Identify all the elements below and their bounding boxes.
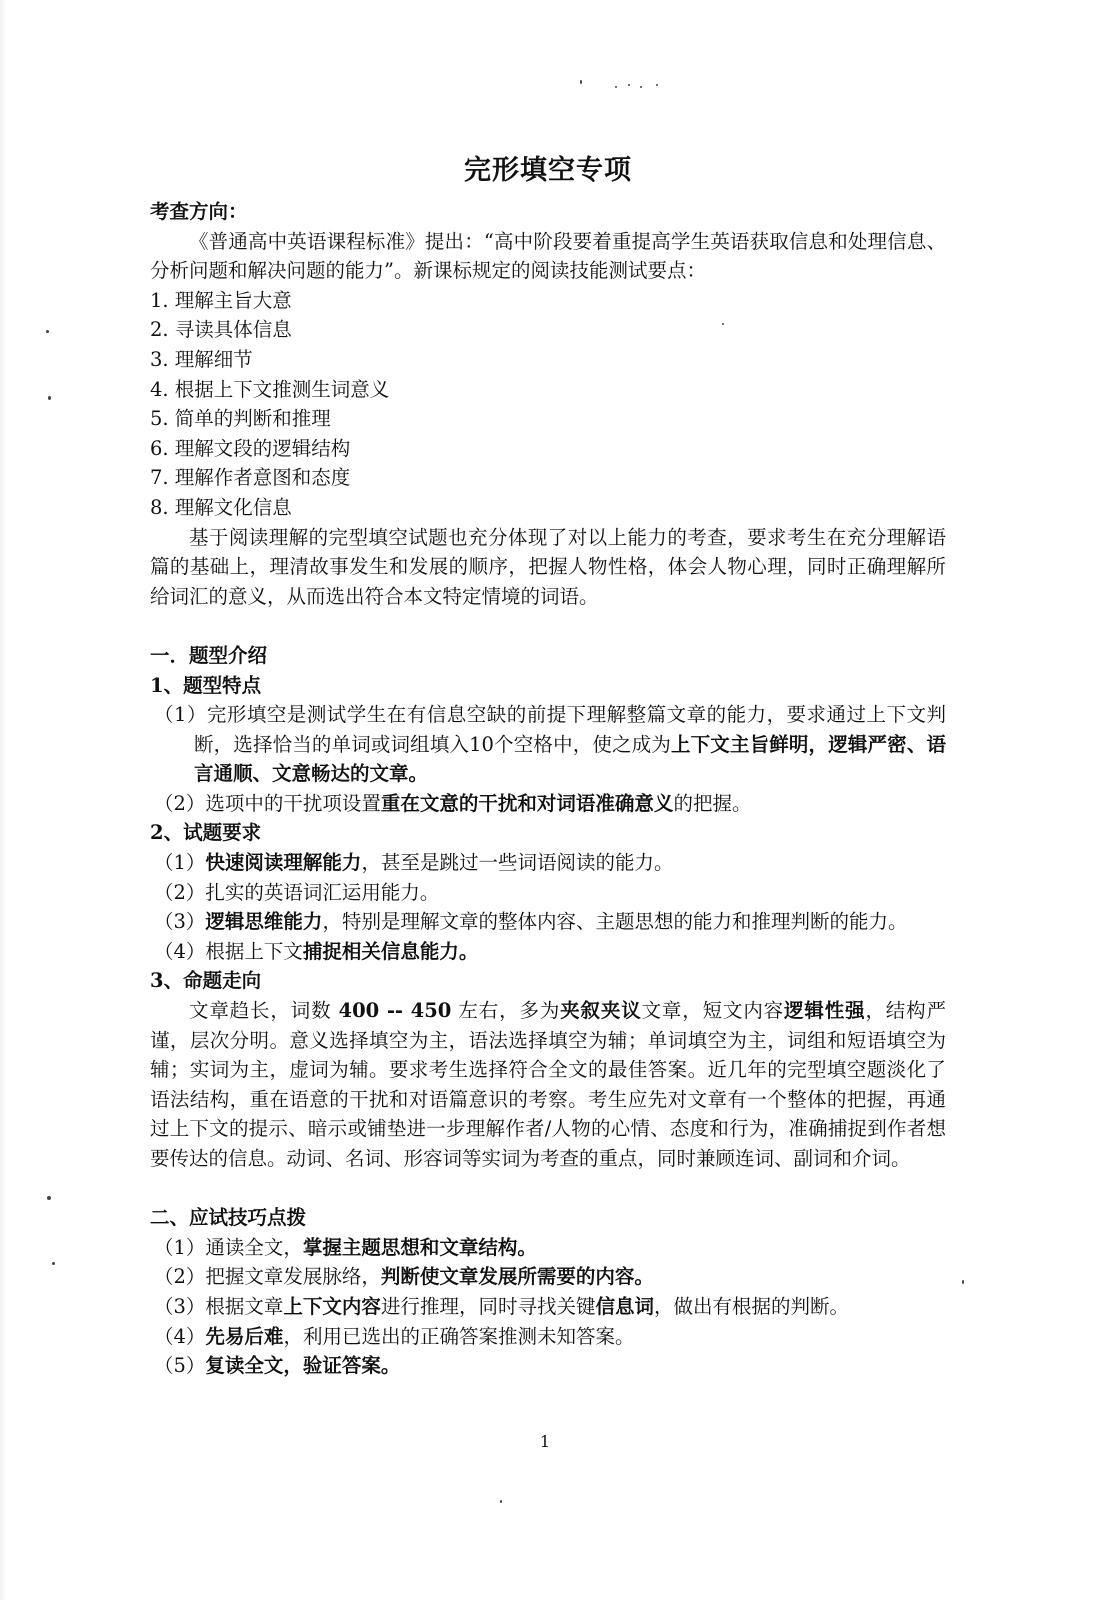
features-item-2 <box>150 789 946 819</box>
trend-heading: 3、命题走向 <box>150 969 262 993</box>
requirements-item-1-text: ，甚至是跳过一些词语阅读的能力。 <box>361 851 674 875</box>
scan-speck <box>962 1280 964 1284</box>
tip-item-4-text: ，利用已选出的正确答案推测未知答案。 <box>283 1324 635 1348</box>
requirements-item-2: （2）扎实的英语词汇运用能力。 <box>154 880 440 904</box>
document-body <box>150 197 946 1381</box>
skill-item: 2. 寻读具体信息 <box>150 318 292 342</box>
intro-closing-paragraph: 基于阅读理解的完型填空试题也充分体现了对以上能力的考查，要求考生在充分理解语篇的基础上，理清故事发生和发展的顺序，把握人物性格，体会人物心理，同时正确理解所给词汇的意义，从而选出符合本文特定情境的词语。 <box>150 525 946 608</box>
tip-item-3-emphasis-1: 上下文内容 <box>283 1294 381 1318</box>
trend-word-count: 400 -- 450 <box>338 999 452 1023</box>
trend-text-2: 左右，多为 <box>451 999 561 1023</box>
tip-item-3-text-2: 进行推理，同时寻找关键 <box>380 1294 596 1318</box>
skill-item: 4. 根据上下文推测生词意义 <box>150 377 390 401</box>
trend-emphasis-2: 逻辑性强 <box>784 999 866 1023</box>
tip-item-4-prefix: （4） <box>154 1324 206 1348</box>
requirements-heading: 2、试题要求 <box>150 821 262 845</box>
requirements-item-3 <box>150 907 946 937</box>
page-number: 1 <box>539 1432 551 1451</box>
tip-item-3-emphasis-2: 信息词 <box>595 1294 654 1318</box>
tip-item-1 <box>150 1233 946 1263</box>
section1-heading: 一．题型介绍 <box>150 643 268 667</box>
features-item-1 <box>150 700 946 789</box>
requirements-item-1-emphasis: 快速阅读理解能力 <box>205 851 362 875</box>
tip-item-4-emphasis: 先易后难 <box>205 1324 284 1348</box>
skill-item: 6. 理解文段的逻辑结构 <box>150 436 351 460</box>
tip-item-3 <box>150 1292 946 1322</box>
requirements-item-3-prefix: （3） <box>154 910 206 934</box>
document-page <box>150 0 950 1600</box>
tip-item-4 <box>150 1322 946 1352</box>
requirements-item-4-emphasis: 捕捉相关信息能力。 <box>302 939 479 963</box>
tip-item-5 <box>150 1351 946 1381</box>
trend-emphasis-1: 夹叙夹议 <box>560 999 642 1023</box>
features-item-2-text: （2）选项中的干扰项设置 <box>154 791 381 815</box>
requirements-item-3-text: ，特别是理解文章的整体内容、主题思想的能力和推理判断的能力。 <box>322 910 908 934</box>
tip-item-3-text-3: ，做出有根据的判断。 <box>653 1294 849 1318</box>
scan-speck <box>46 330 49 333</box>
tip-item-1-text: （1）通读全文， <box>154 1235 303 1259</box>
trend-paragraph <box>150 996 946 1174</box>
tip-item-5-emphasis: 复读全文，验证答案。 <box>205 1354 401 1378</box>
features-heading: 1、题型特点 <box>150 673 262 697</box>
requirements-item-4 <box>150 937 946 967</box>
requirements-item-4-text: （4）根据上下文 <box>154 939 303 963</box>
scan-speck <box>48 396 51 400</box>
tip-item-1-emphasis: 掌握主题思想和文章结构。 <box>302 1235 537 1259</box>
section-spacer <box>150 1174 946 1204</box>
tip-item-2-emphasis: 判断使文章发展所需要的内容。 <box>380 1265 654 1289</box>
scan-edge-shadow <box>0 0 6 1600</box>
requirements-item-1 <box>150 848 946 878</box>
scan-speck <box>47 1196 51 1200</box>
skill-item: 5. 简单的判断和推理 <box>150 407 331 431</box>
intro-heading: 考查方向： <box>150 200 248 223</box>
features-item-2-emphasis: 重在文意的干扰和对词语准确意义 <box>380 791 674 815</box>
skill-item: 7. 理解作者意图和态度 <box>150 466 351 490</box>
skill-item: 1. 理解主旨大意 <box>150 288 292 312</box>
section2-heading: 二、应试技巧点拨 <box>150 1206 307 1230</box>
tip-item-3-text-1: （3）根据文章 <box>154 1294 284 1318</box>
tip-item-5-prefix: （5） <box>154 1354 206 1378</box>
skills-list <box>150 286 946 523</box>
skill-item: 3. 理解细节 <box>150 347 253 371</box>
document-title: 完形填空专项 <box>464 155 632 186</box>
tip-item-2-text: （2）把握文章发展脉络， <box>154 1265 381 1289</box>
features-item-1-emphasis: 上下文主旨鲜明，逻辑严密、语言通顺、文意畅达的文章。 <box>194 732 946 786</box>
trend-text-4: ，结构严谨，层次分明。意义选择填空为主，语法选择填空为辅；单词填空为主，词组和短语填空为辅；实词为主，虚词为辅。要求考生选择符合全文的最佳答案。近几年的完型填空题淡化了语法结构，重在语意的干扰和对语篇意识的考察。考生应先对文章有一个整体的把握，再通过上下文的提示、暗示或铺垫进一步理解作者/人物的心情、态度和行为，准确捕捉到作者想要传达的信息。动词、名词、形容词等实词为考查的重点，同时兼顾连词、副词和介词。 <box>150 999 946 1170</box>
tip-item-2 <box>150 1262 946 1292</box>
requirements-item-3-emphasis: 逻辑思维能力 <box>205 910 323 934</box>
requirements-item-1-prefix: （1） <box>154 851 206 875</box>
section-spacer <box>150 611 946 641</box>
intro-paragraph: 《普通高中英语课程标准》提出：“高中阶段要着重提高学生英语获取信息和处理信息、分析问题和解决问题的能力”。新课标规定的阅读技能测试要点： <box>150 229 946 283</box>
features-item-1-text: （1）完形填空是测试学生在有信息空缺的前提下理解整篇文章的能力，要求通过上下文判断，选择恰当的单词或词组填入10个空格中，使之成为 <box>154 703 946 756</box>
trend-text-3: 文章，短文内容 <box>641 999 785 1023</box>
features-item-2-tail: 的把握。 <box>673 791 752 815</box>
skill-item: 8. 理解文化信息 <box>150 495 292 519</box>
scan-speck <box>52 1262 55 1265</box>
trend-text-1: 文章趋长，词数 <box>189 999 339 1023</box>
